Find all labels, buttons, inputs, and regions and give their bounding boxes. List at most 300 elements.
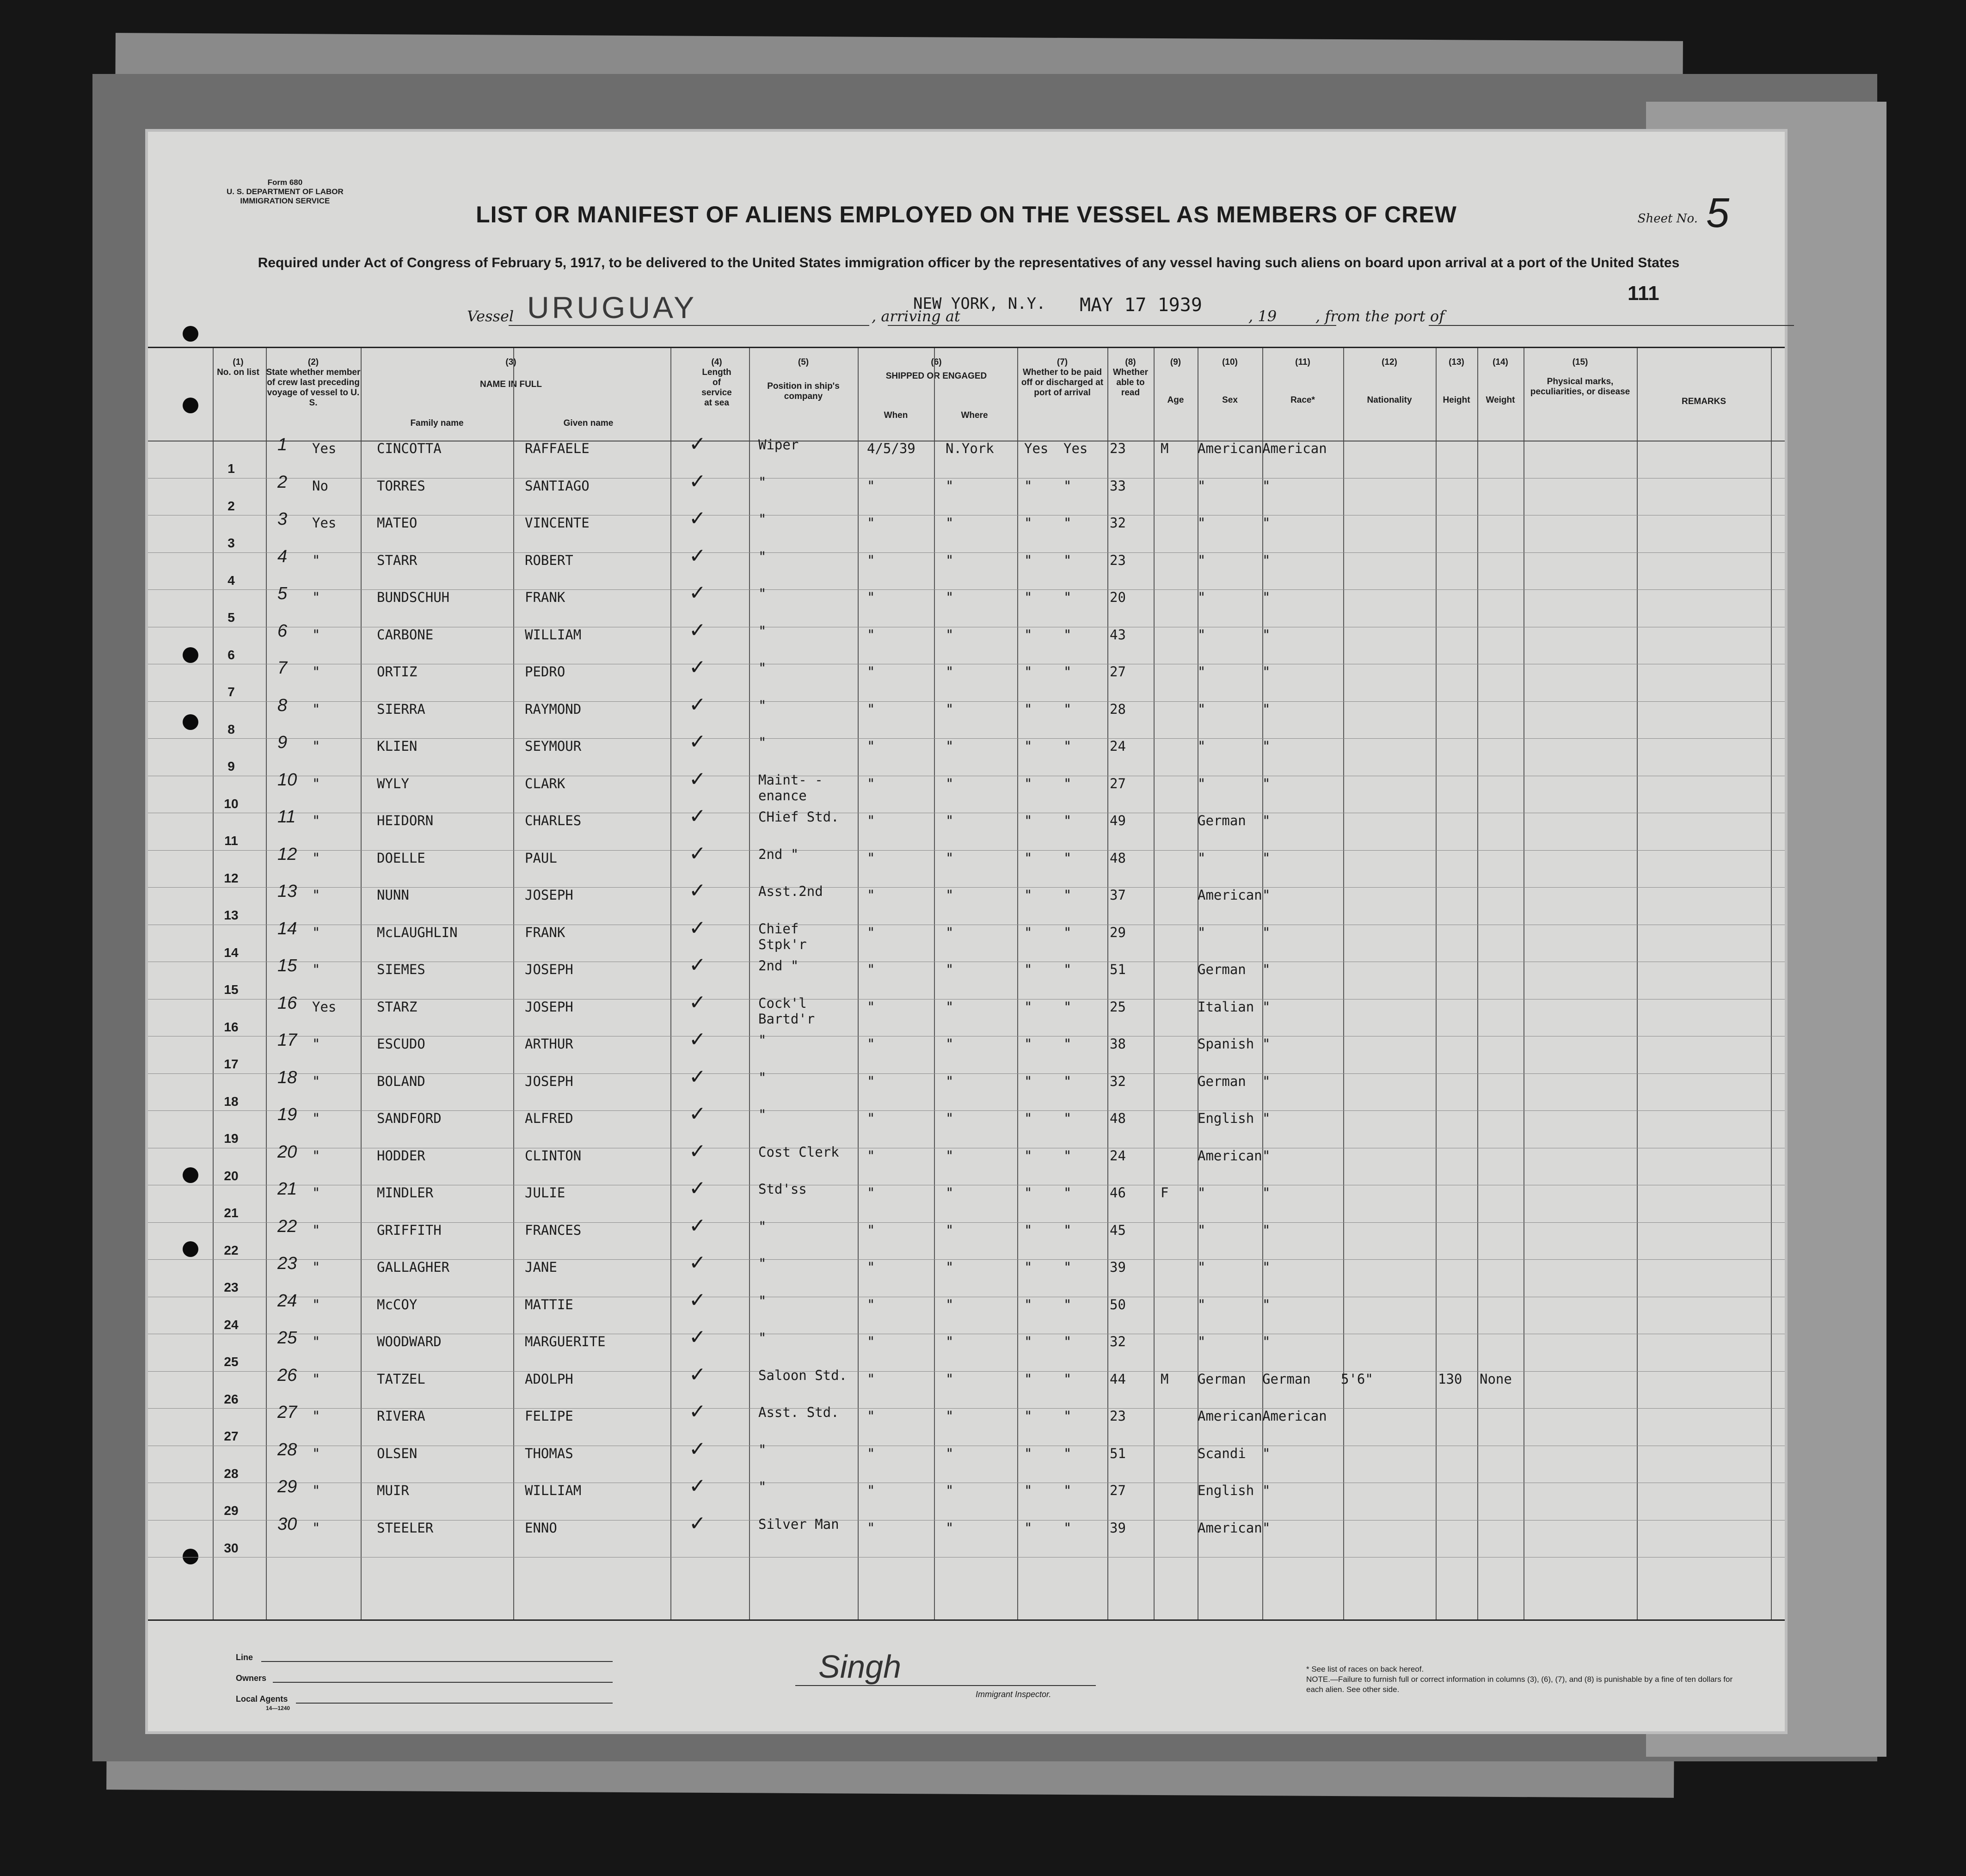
table-column-rule <box>858 348 859 1619</box>
shipped-where: " <box>946 775 954 791</box>
family-name: STEELER <box>377 1520 434 1536</box>
col-shipped-header: (6) SHIPPED OR ENGAGED <box>885 357 987 381</box>
given-name: ALFRED <box>525 1110 573 1126</box>
race-value: " <box>1198 664 1206 680</box>
race-value: Italian <box>1198 999 1254 1015</box>
col-marks-header: (15) Physical marks, peculiarities, or disease <box>1530 357 1630 397</box>
given-name: THOMAS <box>525 1445 573 1461</box>
shipped-where: " <box>946 738 954 754</box>
shipped-when: " <box>867 1259 875 1275</box>
shipped-when: " <box>867 850 875 866</box>
discharged: " <box>1063 1445 1072 1461</box>
age-value: 49 <box>1110 813 1126 828</box>
department-name: U. S. DEPARTMENT OF LABOR <box>227 187 344 196</box>
shipped-when: " <box>867 1334 875 1349</box>
service-check-mark: ✓ <box>689 1511 706 1535</box>
discharged: " <box>1063 999 1072 1015</box>
table-column-rule <box>1262 348 1263 1619</box>
position-in-company: Wiper <box>758 437 799 453</box>
shipped-when: " <box>867 924 875 940</box>
shipped-when: " <box>867 1408 875 1424</box>
position-in-company: " <box>758 548 767 564</box>
handwritten-list-number: 19 <box>277 1105 297 1124</box>
position-in-company: CHief Std. <box>758 809 839 825</box>
shipped-where: " <box>946 478 954 494</box>
row-number: 8 <box>227 722 235 736</box>
crew-status: Yes <box>312 999 337 1015</box>
arrival-date: MAY 17 1939 <box>1080 294 1202 316</box>
given-name: FRANCES <box>525 1222 582 1238</box>
row-number: 14 <box>224 945 239 960</box>
given-name: JOSEPH <box>525 999 573 1015</box>
crew-status: " <box>312 552 320 568</box>
row-number: 13 <box>224 908 239 922</box>
col-when-header: When <box>884 411 908 420</box>
shipped-when: " <box>867 626 875 643</box>
family-name: SIERRA <box>377 701 425 717</box>
vessel-name: URUGUAY <box>527 290 697 325</box>
row-number: 28 <box>224 1466 239 1481</box>
service-check-mark: ✓ <box>689 1028 706 1051</box>
family-name: SIEMES <box>377 962 425 977</box>
position-in-company: " <box>758 1293 767 1309</box>
paid-off: " <box>1024 1147 1032 1164</box>
shipped-where: " <box>946 1445 954 1461</box>
paid-off: " <box>1024 999 1032 1015</box>
vessel-label: Vessel <box>467 307 514 325</box>
discharged: " <box>1063 1110 1072 1126</box>
nationality-value: " <box>1262 626 1271 643</box>
shipped-when: " <box>867 1520 875 1536</box>
penalty-note: NOTE.—Failure to furnish full or correct information in columns (3), (6), (7), and (8) is punishable by a fine of ten dollars for each alien. See other side. <box>1306 1675 1733 1694</box>
service-check-mark: ✓ <box>689 507 706 530</box>
row-number: 2 <box>227 498 235 513</box>
row-number: 22 <box>224 1243 239 1257</box>
race-value: " <box>1198 1185 1206 1201</box>
col-paid-header: (7) Whether to be paid off or discharged at port of arrival <box>1021 357 1104 398</box>
service-check-mark: ✓ <box>689 656 706 679</box>
paid-off: " <box>1024 626 1032 643</box>
crew-status: " <box>312 1147 320 1164</box>
shipped-when: " <box>867 478 875 494</box>
table-column-rule <box>1343 348 1344 1619</box>
position-in-company: Asst. Std. <box>758 1404 839 1420</box>
shipped-where: " <box>946 515 954 531</box>
shipped-where: " <box>946 664 954 680</box>
table-column-rule <box>1436 348 1437 1619</box>
service-check-mark: ✓ <box>689 469 706 493</box>
crew-status: " <box>312 1408 320 1424</box>
nationality-value: " <box>1262 552 1271 568</box>
race-value: German <box>1198 813 1246 828</box>
inspector-label: Immigrant Inspector. <box>976 1690 1051 1699</box>
service-name: IMMIGRATION SERVICE <box>240 196 330 205</box>
family-name: HODDER <box>377 1147 425 1164</box>
table-column-rule <box>513 348 514 1619</box>
discharged: Yes <box>1063 441 1088 456</box>
family-name: WYLY <box>377 775 409 791</box>
col-position-header: (5) Position in ship's company <box>767 357 840 401</box>
paid-off: " <box>1024 1073 1032 1089</box>
crew-status: Yes <box>312 515 337 531</box>
col-nationality-header: (12) Nationality <box>1367 357 1412 405</box>
age-value: 27 <box>1110 664 1126 680</box>
discharged: " <box>1063 701 1072 717</box>
position-in-company: " <box>758 1256 767 1271</box>
family-name: CARBONE <box>377 626 434 643</box>
age-value: 29 <box>1110 924 1126 940</box>
nationality-value: " <box>1262 1185 1271 1201</box>
table-column-rule <box>670 348 671 1619</box>
discharged: " <box>1063 515 1072 531</box>
service-check-mark: ✓ <box>689 730 706 754</box>
table-column-rule <box>1771 348 1772 1619</box>
given-name: SEYMOUR <box>525 738 582 754</box>
age-value: 27 <box>1110 1483 1126 1498</box>
row-number: 18 <box>224 1094 239 1109</box>
handwritten-list-number: 26 <box>277 1365 297 1385</box>
nationality-value: " <box>1262 664 1271 680</box>
given-name: CHARLES <box>525 813 582 828</box>
position-in-company: " <box>758 1441 767 1458</box>
paid-off: " <box>1024 775 1032 791</box>
list-number: 111 <box>1628 282 1659 305</box>
handwritten-list-number: 3 <box>277 509 288 529</box>
shipped-when: " <box>867 1073 875 1089</box>
given-name: MARGUERITE <box>525 1334 606 1349</box>
race-value: " <box>1198 552 1206 568</box>
crew-status: No <box>312 478 328 494</box>
paid-off: " <box>1024 1334 1032 1349</box>
nationality-value: " <box>1262 1110 1271 1126</box>
inspector-signature: Singh <box>818 1649 902 1685</box>
given-name: JOSEPH <box>525 887 573 903</box>
race-value: " <box>1198 1222 1206 1238</box>
table-column-rule <box>266 348 267 1619</box>
row-number: 29 <box>224 1503 239 1518</box>
family-name: BUNDSCHUH <box>377 589 450 605</box>
shipped-when: " <box>867 1036 875 1052</box>
owners-label: Owners <box>236 1674 267 1683</box>
paid-off: " <box>1024 1185 1032 1201</box>
shipped-where: " <box>946 1296 954 1312</box>
handwritten-list-number: 17 <box>277 1030 297 1050</box>
crew-status: " <box>312 1334 320 1349</box>
race-value: " <box>1198 1334 1206 1349</box>
service-check-mark: ✓ <box>689 990 706 1014</box>
shipped-when: " <box>867 515 875 531</box>
nationality-value: " <box>1262 589 1271 605</box>
page-subtitle: Required under Act of Congress of February 5, 1917, to be delivered to the United States immigration officer by the representatives of any vessel having such aliens on board upon arrival at a port of the United States <box>258 255 1680 270</box>
crew-status: " <box>312 738 320 754</box>
row-number: 5 <box>227 610 235 625</box>
race-value: American <box>1198 1408 1262 1424</box>
handwritten-list-number: 5 <box>277 584 288 603</box>
position-in-company: " <box>758 1218 767 1234</box>
shipped-when: " <box>867 813 875 828</box>
col-height-header: (13) Height <box>1443 357 1470 405</box>
handwritten-list-number: 16 <box>277 993 297 1013</box>
race-value: " <box>1198 738 1206 754</box>
nationality-value: " <box>1262 1445 1271 1461</box>
given-name: RAYMOND <box>525 701 582 717</box>
family-name: SANDFORD <box>377 1110 442 1126</box>
age-value: 28 <box>1110 701 1126 717</box>
table-column-rule <box>1477 348 1478 1619</box>
row-number: 7 <box>227 685 235 699</box>
sheet-label: Sheet No. <box>1637 212 1698 226</box>
discharged: " <box>1063 552 1072 568</box>
race-value: English <box>1198 1483 1254 1498</box>
age-value: 45 <box>1110 1222 1126 1238</box>
position-in-company: Maint- -enance <box>758 772 823 803</box>
given-name: SANTIAGO <box>525 478 590 494</box>
paid-off: " <box>1024 1036 1032 1052</box>
age-value: 25 <box>1110 999 1126 1015</box>
family-name: NUNN <box>377 887 409 903</box>
row-number: 20 <box>224 1168 239 1183</box>
given-name: FRANK <box>525 924 565 940</box>
shipped-where: " <box>946 850 954 866</box>
nationality-value: " <box>1262 962 1271 977</box>
col-service-header: (4) Length of service at sea <box>701 357 732 408</box>
nationality-value: American <box>1262 1408 1327 1424</box>
crew-status: " <box>312 1259 320 1275</box>
shipped-when: " <box>867 1222 875 1238</box>
race-value: English <box>1198 1110 1254 1126</box>
paid-off: " <box>1024 1445 1032 1461</box>
shipped-when: " <box>867 738 875 754</box>
service-check-mark: ✓ <box>689 1102 706 1126</box>
row-number: 6 <box>227 647 235 662</box>
family-name: McCOY <box>377 1296 418 1312</box>
row-number: 15 <box>224 982 239 997</box>
service-check-mark: ✓ <box>689 1325 706 1349</box>
nationality-value: " <box>1262 887 1271 903</box>
table-column-rule <box>934 348 935 1619</box>
shipped-where: " <box>946 1483 954 1498</box>
discharged: " <box>1063 1483 1072 1498</box>
crew-status: " <box>312 1520 320 1536</box>
given-name: JULIE <box>525 1185 565 1201</box>
row-number: 17 <box>224 1057 239 1071</box>
from-port-label: , from the port of <box>1315 307 1445 325</box>
race-value: German <box>1198 1073 1246 1089</box>
race-value: " <box>1198 1296 1206 1312</box>
paid-off: " <box>1024 850 1032 866</box>
service-check-mark: ✓ <box>689 916 706 940</box>
service-check-mark: ✓ <box>689 879 706 902</box>
position-in-company: " <box>758 660 767 676</box>
given-name: JOSEPH <box>525 1073 573 1089</box>
age-value: 39 <box>1110 1259 1126 1275</box>
crew-status: " <box>312 887 320 903</box>
position-in-company: " <box>758 735 767 750</box>
family-name: CINCOTTA <box>377 441 442 456</box>
position-in-company: " <box>758 623 767 639</box>
shipped-when: " <box>867 962 875 977</box>
race-value: American <box>1198 887 1262 903</box>
service-check-mark: ✓ <box>689 693 706 717</box>
age-value: 32 <box>1110 515 1126 531</box>
handwritten-list-number: 1 <box>277 435 288 454</box>
row-number: 30 <box>224 1540 239 1555</box>
crew-status: " <box>312 850 320 866</box>
shipped-when: " <box>867 1185 875 1201</box>
given-name: WILLIAM <box>525 626 582 643</box>
discharged: " <box>1063 1408 1072 1424</box>
age-value: 51 <box>1110 1445 1126 1461</box>
family-name: DOELLE <box>377 850 425 866</box>
handwritten-list-number: 15 <box>277 956 297 975</box>
line-label: Line <box>236 1653 253 1662</box>
col-given-header: Given name <box>563 418 614 428</box>
col-sex-header: (10) Sex <box>1222 357 1238 405</box>
race-value: German <box>1198 1371 1246 1387</box>
page-title: LIST OR MANIFEST OF ALIENS EMPLOYED ON THE VESSEL AS MEMBERS OF CREW <box>476 202 1457 227</box>
discharged: " <box>1063 626 1072 643</box>
position-in-company: 2nd " <box>758 958 799 974</box>
paid-off: " <box>1024 589 1032 605</box>
age-value: 44 <box>1110 1371 1126 1387</box>
nationality-value: " <box>1262 738 1271 754</box>
discharged: " <box>1063 1222 1072 1238</box>
shipped-when: " <box>867 1371 875 1387</box>
race-note: * See list of races on back hereof. <box>1306 1665 1424 1674</box>
paid-off: " <box>1024 515 1032 531</box>
col-read-header: (8) Whether able to read <box>1113 357 1148 398</box>
given-name: PEDRO <box>525 664 565 680</box>
row-number: 3 <box>227 536 235 550</box>
position-in-company: " <box>758 1069 767 1085</box>
col-weight-header: (14) Weight <box>1486 357 1515 405</box>
crew-status: " <box>312 962 320 977</box>
shipped-where: " <box>946 1185 954 1201</box>
position-in-company: Chief Stpk'r <box>758 920 807 952</box>
discharged: " <box>1063 1296 1072 1312</box>
sex-value: F <box>1161 1185 1169 1201</box>
age-value: 27 <box>1110 775 1126 791</box>
handwritten-list-number: 24 <box>277 1291 297 1311</box>
race-value: " <box>1198 626 1206 643</box>
handwritten-list-number: 27 <box>277 1403 297 1422</box>
discharged: " <box>1063 1036 1072 1052</box>
crew-status: " <box>312 1296 320 1312</box>
family-name: McLAUGHLIN <box>377 924 458 940</box>
handwritten-list-number: 25 <box>277 1328 297 1348</box>
family-name: GRIFFITH <box>377 1222 442 1238</box>
shipped-where: " <box>946 1408 954 1424</box>
paid-off: " <box>1024 701 1032 717</box>
nationality-value: " <box>1262 1259 1271 1275</box>
nationality-value: " <box>1262 1483 1271 1498</box>
discharged: " <box>1063 664 1072 680</box>
handwritten-list-number: 13 <box>277 882 297 901</box>
family-name: WOODWARD <box>377 1334 442 1349</box>
shipped-when: " <box>867 1147 875 1164</box>
row-number: 24 <box>224 1317 239 1332</box>
age-value: 24 <box>1110 1147 1126 1164</box>
discharged: " <box>1063 1073 1072 1089</box>
row-number: 23 <box>224 1280 239 1294</box>
discharged: " <box>1063 1147 1072 1164</box>
col-race-header: (11) Race* <box>1290 357 1315 405</box>
shipped-where: " <box>946 1222 954 1238</box>
form-code: 14—1240 <box>266 1705 290 1711</box>
paid-off: " <box>1024 1371 1032 1387</box>
race-value: " <box>1198 924 1206 940</box>
handwritten-list-number: 10 <box>277 770 297 790</box>
shipped-where: " <box>946 999 954 1015</box>
family-name: HEIDORN <box>377 813 434 828</box>
race-value: " <box>1198 515 1206 531</box>
row-number: 25 <box>224 1355 239 1369</box>
handwritten-list-number: 9 <box>277 733 288 752</box>
crew-status: " <box>312 924 320 940</box>
given-name: RAFFAELE <box>525 441 590 456</box>
race-value: " <box>1198 1259 1206 1275</box>
handwritten-list-number: 12 <box>277 844 297 864</box>
crew-status: " <box>312 1185 320 1201</box>
crew-status: Yes <box>312 441 337 456</box>
row-number: 16 <box>224 1019 239 1034</box>
discharged: " <box>1063 1185 1072 1201</box>
age-value: 50 <box>1110 1296 1126 1312</box>
paid-off: " <box>1024 1483 1032 1498</box>
paid-off: " <box>1024 887 1032 903</box>
table-column-rule <box>1017 348 1018 1619</box>
paid-off: " <box>1024 1520 1032 1536</box>
shipped-where: " <box>946 1147 954 1164</box>
shipped-when: " <box>867 701 875 717</box>
shipped-when: 4/5/39 <box>867 441 915 456</box>
sheet-number-value: 5 <box>1706 190 1729 236</box>
handwritten-list-number: 14 <box>277 919 297 938</box>
handwritten-list-number: 2 <box>277 472 288 492</box>
discharged: " <box>1063 738 1072 754</box>
paid-off: " <box>1024 1222 1032 1238</box>
row-number: 11 <box>224 834 238 848</box>
handwritten-list-number: 21 <box>277 1179 297 1199</box>
discharged: " <box>1063 775 1072 791</box>
nationality-value: American <box>1262 441 1327 456</box>
paid-off: Yes <box>1024 441 1049 456</box>
handwritten-list-number: 29 <box>277 1477 297 1496</box>
discharged: " <box>1063 478 1072 494</box>
shipped-where: " <box>946 924 954 940</box>
nationality-value: " <box>1262 1520 1271 1536</box>
position-in-company: " <box>758 474 767 490</box>
age-value: 24 <box>1110 738 1126 754</box>
discharged: " <box>1063 962 1072 977</box>
paid-off: " <box>1024 738 1032 754</box>
nationality-value: " <box>1262 813 1271 828</box>
shipped-when: " <box>867 589 875 605</box>
given-name: VINCENTE <box>525 515 590 531</box>
nationality-value: " <box>1262 478 1271 494</box>
handwritten-list-number: 18 <box>277 1067 297 1087</box>
punch-hole <box>183 326 198 342</box>
race-value: Scandi <box>1198 1445 1246 1461</box>
given-name: JOSEPH <box>525 962 573 977</box>
position-in-company: Silver Man <box>758 1516 839 1532</box>
table-column-rule <box>1154 348 1155 1619</box>
shipped-where: N.York <box>946 441 994 456</box>
service-check-mark: ✓ <box>689 804 706 828</box>
handwritten-list-number: 11 <box>277 807 296 827</box>
position-in-company: " <box>758 1330 767 1346</box>
crew-status: " <box>312 1073 320 1089</box>
